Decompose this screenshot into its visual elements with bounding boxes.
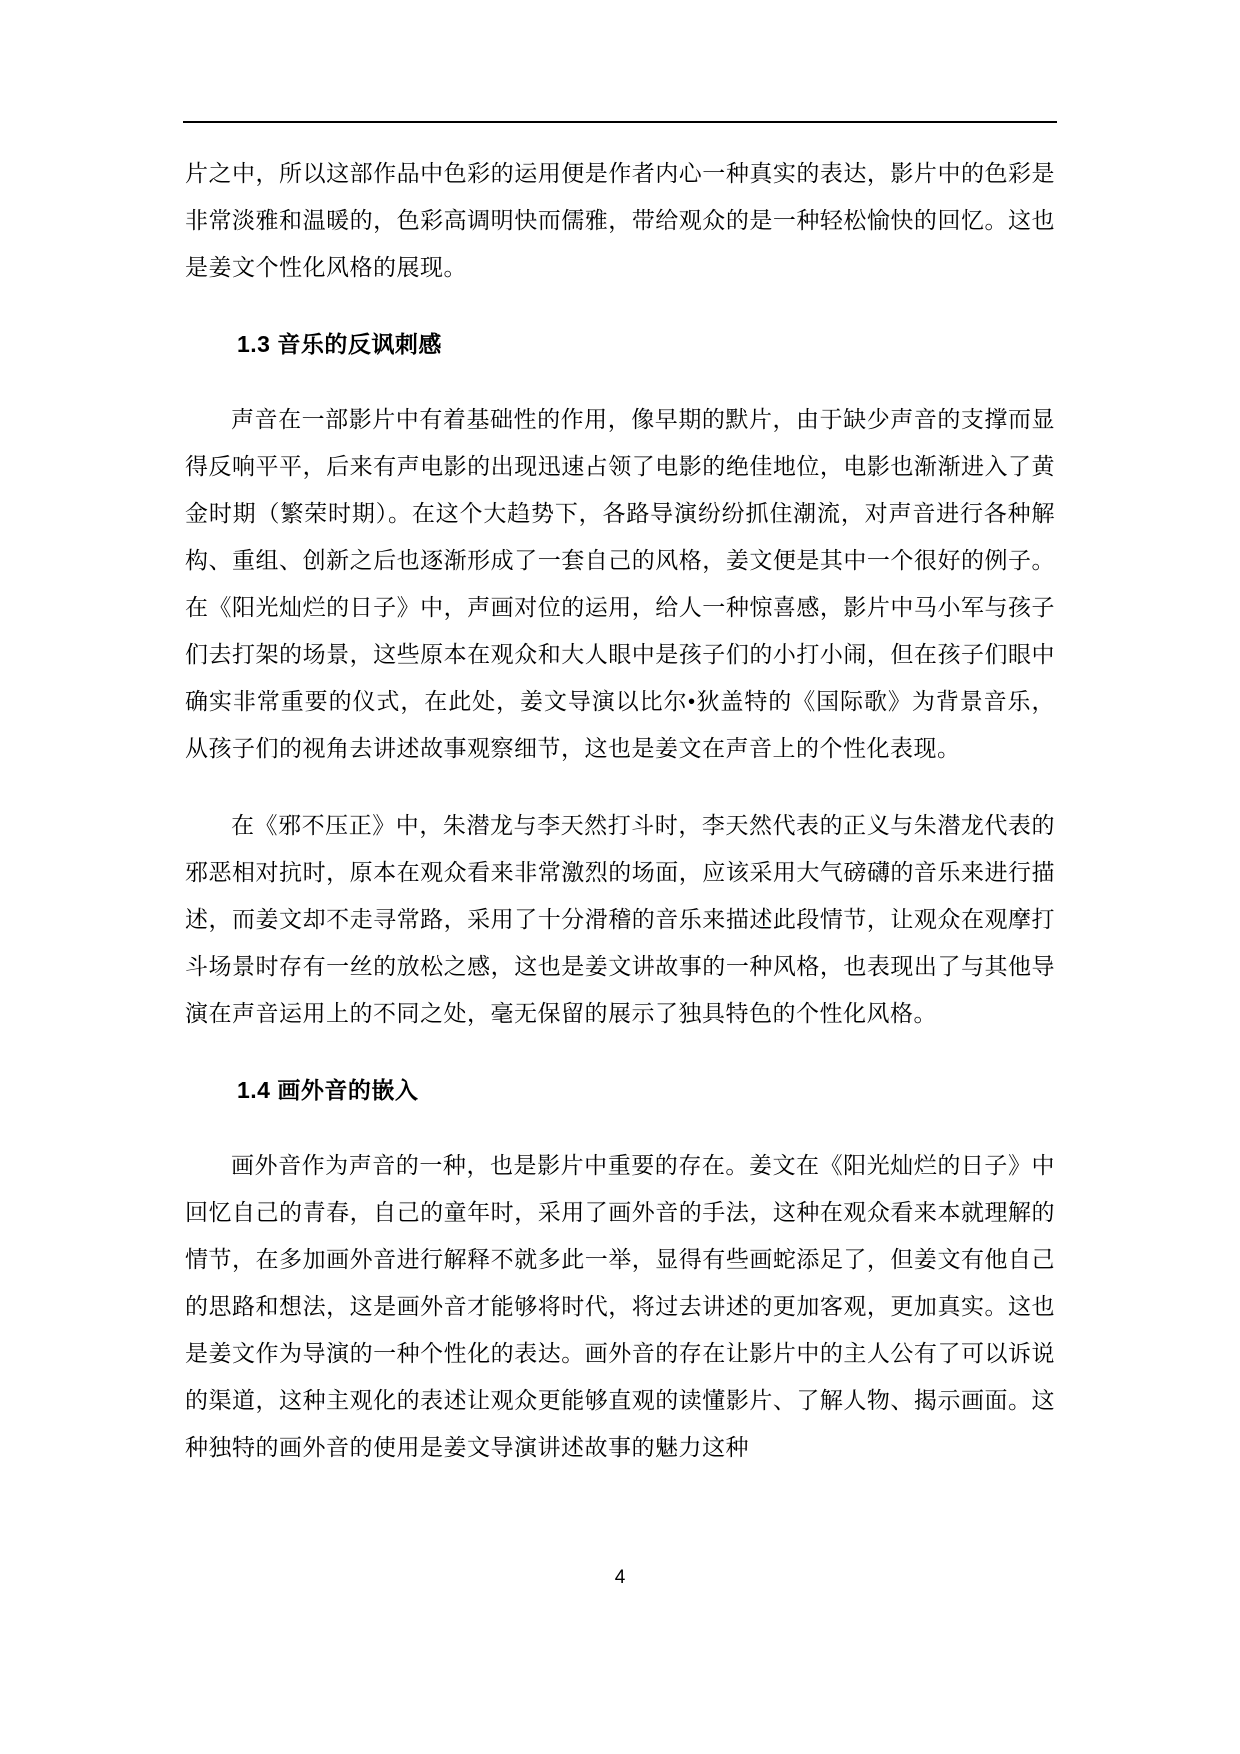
- paragraph-voiceover: 画外音作为声音的一种，也是影片中重要的存在。姜文在《阳光灿烂的日子》中回忆自己的青春，自己的童年时，采用了画外音的手法，这种在观众看来本就理解的情节，在多加画外音进行解释不就多此一举，显得有些画蛇添足了，但姜文有他自己的思路和想法，这是画外音才能够将时代，将过去讲述的更加客观，更加真实。这也是姜文作为导演的一种个性化的表达。画外音的存在让影片中的主人公有了可以诉说的渠道，这种主观化的表述让观众更能够直观的读懂影片、了解人物、揭示画面。这种独特的画外音的使用是姜文导演讲述故事的魅力这种: [185, 1153, 1055, 1460]
- section-heading-1-3: 1.3 音乐的反讽刺感: [237, 331, 442, 357]
- section-heading-1-4: 1.4 画外音的嵌入: [237, 1077, 419, 1103]
- page-footer: [0, 1566, 1240, 1590]
- page-number: 4: [614, 1567, 626, 1588]
- header-divider-rule: [183, 121, 1057, 123]
- document-body: [185, 150, 1055, 1501]
- paragraph-sound-role: 声音在一部影片中有着基础性的作用，像早期的默片，由于缺少声音的支撑而显得反响平平，后来有声电影的出现迅速占领了电影的绝佳地位，电影也渐渐进入了黄金时期（繁荣时期）。在这个大趋势下，各路导演纷纷抓住潮流，对声音进行各种解构、重组、创新之后也逐渐形成了一套自己的风格，姜文便是其中一个很好的例子。在《阳光灿烂的日子》中，声画对位的运用，给人一种惊喜感，影片中马小军与孩子们去打架的场景，这些原本在观众和大人眼中是孩子们的小打小闹，但在孩子们眼中确实非常重要的仪式，在此处，姜文导演以比尔•狄盖特的《国际歌》为背景音乐，从孩子们的视角去讲述故事观察细节，这也是姜文在声音上的个性化表现。: [185, 407, 1055, 761]
- paragraph-hidden-man-music: 在《邪不压正》中，朱潜龙与李天然打斗时，李天然代表的正义与朱潜龙代表的邪恶相对抗时，原本在观众看来非常激烈的场面，应该采用大气磅礴的音乐来进行描述，而姜文却不走寻常路，采用了十分滑稽的音乐来描述此段情节，让观众在观摩打斗场景时存有一丝的放松之感，这也是姜文讲故事的一种风格，也表现出了与其他导演在声音运用上的不同之处，毫无保留的展示了独具特色的个性化风格。: [185, 813, 1055, 1026]
- paragraph-color-style-continuation: 片之中，所以这部作品中色彩的运用便是作者内心一种真实的表达，影片中的色彩是非常淡雅和温暖的，色彩高调明快而儒雅，带给观众的是一种轻松愉快的回忆。这也是姜文个性化风格的展现。: [185, 161, 1055, 280]
